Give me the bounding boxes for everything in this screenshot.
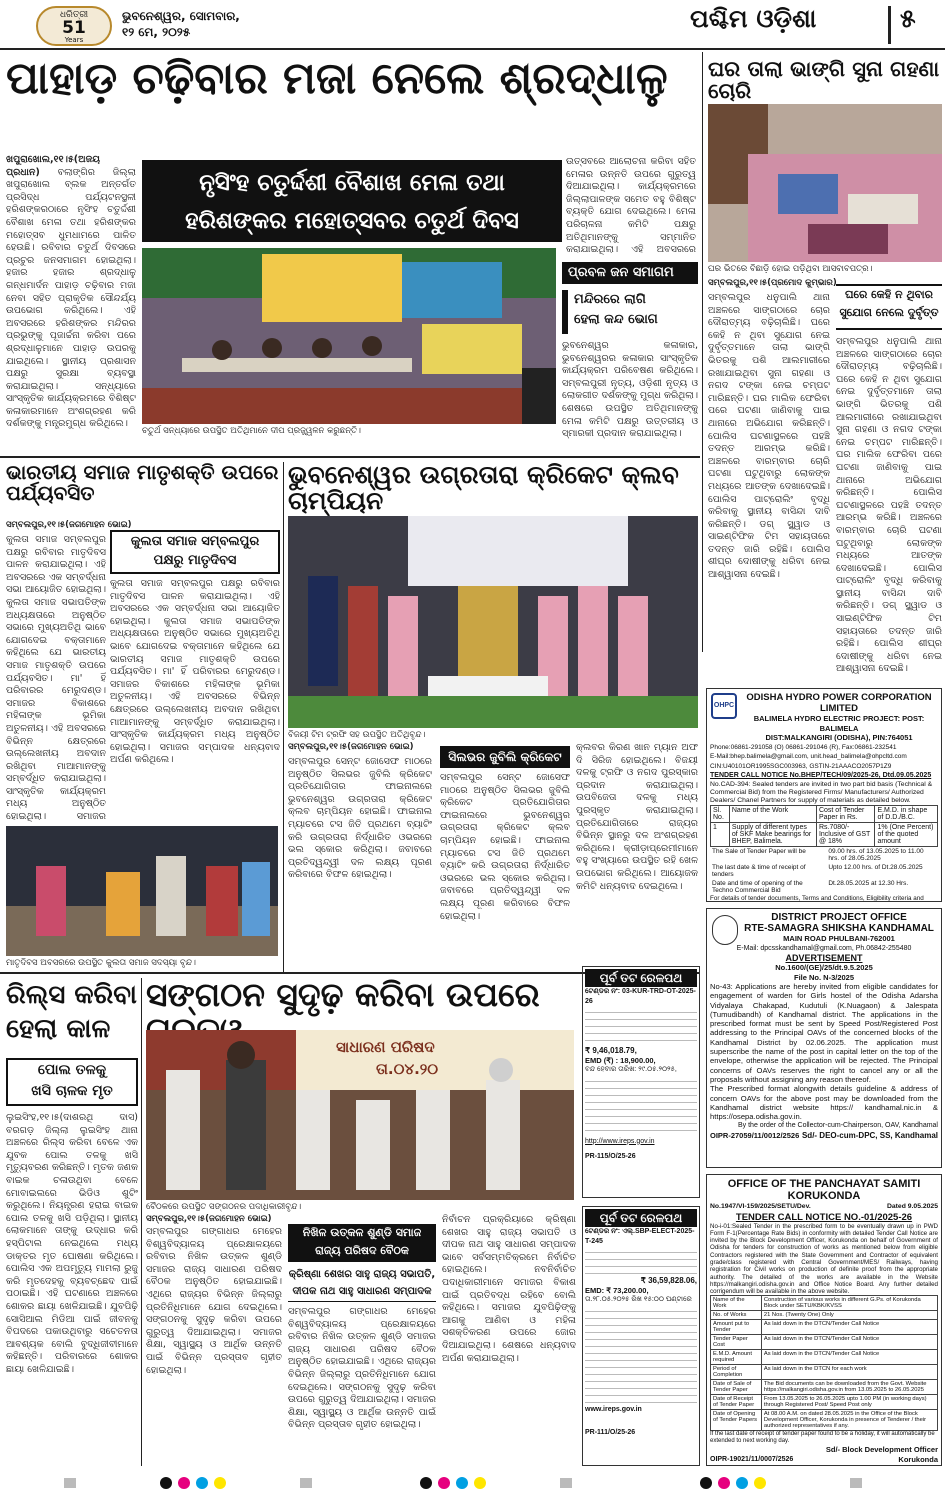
ohpc-email: E-Mail:bhep.balimela@gmail.com, unit.head_balimela@ohpcltd.com <box>710 753 907 760</box>
org-body-col2: ସମ୍ବଲପୁର ଗଙ୍ଗାଧର ମେହେର ବିଶ୍ୱବିଦ୍ୟାଳୟ ପ୍ରେକ୍ଷାଳୟରେ ରବିବାର ନିଖିଳ ଉତ୍କଳ ଶୁଣ୍ଡି ସମାଜର ରାଜ୍ୟ ସାଧାରଣ ପରିଷଦ ବୈଠକ ଅନୁଷ୍ଠିତ ହୋଇଯାଇଛି। ଏଥିରେ ରାଜ୍ୟର ବିଭିନ୍ନ ଜିଲ୍ଲାରୁ ପ୍ରତିନିଧିମାନେ ଯୋଗ ଦେଇଥିଲେ। ସଙ୍ଗଠନକୁ ସୁଦୃଢ଼ କରିବା ଉପରେ ଗୁରୁତ୍ୱ ଦିଆଯାଇଥିଲା। ସମାଜର ଶିକ୍ଷା, ସ୍ୱାସ୍ଥ୍ୟ ଓ ଆର୍ଥିକ ଉନ୍ନତି ପାଇଁ ବିଭିନ୍ନ ପ୍ରସ୍ତାବ ଗୃହୀତ ହୋଇଥିଲା। <box>288 1306 436 1431</box>
korukonda-title-1: OFFICE OF THE PANCHAYAT SAMITI <box>727 1178 921 1190</box>
k-value-4: As laid down in the DTCN/Tender Call Notice <box>761 1335 937 1350</box>
org-body-col1: ସମ୍ବଲପୁର ଗଙ୍ଗାଧର ମେହେର ବିଶ୍ୱବିଦ୍ୟାଳୟ ପ୍ରେକ୍ଷାଳୟରେ ରବିବାର ନିଖିଳ ଉତ୍କଳ ଶୁଣ୍ଡି ସମାଜର ରାଜ୍ୟ ସାଧାରଣ ପରିଷଦ ବୈଠକ ଅନୁଷ୍ଠିତ ହୋଇଯାଇଛି। ଏଥିରେ ରାଜ୍ୟର ବିଭିନ୍ନ ଜିଲ୍ଲାରୁ ପ୍ରତିନିଧିମାନେ ଯୋଗ ଦେଇଥିଲେ। ସଙ୍ଗଠନକୁ ସୁଦୃଢ଼ କରିବା ଉପରେ ଗୁରୁତ୍ୱ ଦିଆଯାଇଥିଲା। ସମାଜର ଶିକ୍ଷା, ସ୍ୱାସ୍ଥ୍ୟ ଓ ଆର୍ଥିକ ଉନ୍ନତି ପାଇଁ ବିଭିନ୍ନ ପ୍ରସ୍ତାବ ଗୃହୀତ ହୋଇଥିଲା। <box>146 1226 282 1376</box>
page-number: ୫ <box>900 4 916 33</box>
lead-tag-crowd-text: ପ୍ରବଳ ଜନ ସମାଗମ <box>568 265 674 280</box>
korukonda-title-2: KORUKONDA <box>787 1190 861 1202</box>
society-dateline: ସମ୍ବଲପୁର,୧୧।୫(ଜଗମୋହନ ଭୋଇ) <box>6 520 132 530</box>
kandhamal-ref-1: No.1600/(GE)/25/dt.9.5.2025 <box>775 963 873 972</box>
lead-dateline: ଖପୁରାଖୋଲ,୧୧।୫(ଅଜୟ ପ୍ରଧାନ) <box>6 154 101 178</box>
masthead-divider <box>888 6 891 44</box>
registration-mark-black-3 <box>700 1477 712 1489</box>
lead-tag-bhoga <box>562 290 698 334</box>
society-headline: ଭାରତୀୟ ସମାଜ ମାତୃଶକ୍ତି ଉପରେ ପର୍ଯ୍ୟବସିତ <box>6 460 279 505</box>
ohpc-cin: CIN:U40101OR1995SGC003963, GSTIN-21AAACO2057P1Z9 <box>710 762 892 770</box>
society-subhead <box>110 530 280 574</box>
column-rule <box>702 52 703 652</box>
kandhamal-ref: OIPR-27059/11/0012/2526 <box>710 1131 800 1141</box>
ohpc-table-row <box>711 822 938 846</box>
ecor1-emd: EMD (₹) : 18,900.00, <box>585 1055 656 1065</box>
kandhamal-address: MAIN ROAD PHULBANI-762001 <box>783 934 895 943</box>
cricket-photo-caption: ବିଜୟୀ ଟିମ ଟ୍ରଫି ସହ ଉପସ୍ଥିତ ଅତିଥିବୃନ୍ଦ। <box>288 730 426 740</box>
ecor-tender-ad-1 <box>582 966 700 1198</box>
k-label-6: Period of Completion <box>711 1365 762 1380</box>
lead-banner-line2: ହରିଶଙ୍କର ମହୋତ୍ସବର ଚତୁର୍ଥ ଦିବସ <box>185 208 519 234</box>
k-value-2: 21 Nos. (Twenty One) Only <box>761 1311 937 1320</box>
ohpc-subtitle: BALIMELA HYDRO ELECTRIC PROJECT: POST: BALIMELA <box>753 714 925 733</box>
org-subhead <box>288 1224 436 1262</box>
ecor2-ref: PR-111/O/25-26 <box>585 1429 636 1436</box>
ecor1-close: ବନ୍ଦ ହେବାର ତାରିଖ: ୨୯.୦୫.୨୦୨୫, <box>585 1066 677 1073</box>
korukonda-ref: OIPR-19021/11/0007/2526 <box>710 1456 794 1464</box>
k-label-7: Date of Sale of Tender Paper <box>711 1380 762 1395</box>
ohpc-label-3: Date and time of opening of the Techno Commercial Bid <box>712 879 803 894</box>
registration-mark-yellow-2 <box>474 1477 486 1489</box>
k-value-8: From 13.05.2025 to 26.05.2025 upto 1.00 PM (in working days) through Registered Post/ Speed Post only <box>761 1395 937 1410</box>
reels-subhead-line2: ଖସି ଚାଳକ ମୃତ <box>31 1083 113 1099</box>
gray-swatch <box>64 1478 76 1488</box>
org-photo-banner: ସାଧାରଣ ପରିଷଦ <box>336 1038 435 1056</box>
reels-body: ଲୁଇସିଂହ,୧୧।୫(ଦାଶରଥି ଦାସ) ବରଗଡ଼ ଜିଲ୍ଲା ଲୁଇସିଂହ ଥାନା ଅଞ୍ଚଳରେ ରିଲ୍ସ କରିବା ବେଳେ ଏକ ଯୁବକ ପୋଲ ତଳକୁ ଖସି ମୃତ୍ୟୁବରଣ କରିଛନ୍ତି। ମୃତକ ଜଣକ ବାଇକ ଚଳାଉଥିବା ବେଳେ ମୋବାଇଲରେ ଭିଡିଓ ଶୁଟିଂ କରୁଥିଲେ। ନିୟନ୍ତ୍ରଣ ହରାଇ ବାଇକ ପୋଲ ତଳକୁ ଖସି ପଡ଼ିଥିଲା। ସ୍ଥାନୀୟ ଲୋକମାନେ ତାଙ୍କୁ ଉଦ୍ଧାର କରି ହସ୍ପିଟାଲ ନେଇଥିଲେ ମଧ୍ୟ ଡାକ୍ତର ମୃତ ଘୋଷଣା କରିଥିଲେ। ପୋଲିସ ଏକ ଅପମୃତ୍ୟୁ ମାମଲା ରୁଜୁ କରି ମୃତଦେହକୁ ବ୍ୟବଚ୍ଛେଦ ପାଇଁ ପଠାଇଛି। ଏହି ଘଟଣାରେ ଅଞ୍ଚଳରେ ଶୋକର ଛାୟା ଖେଳିଯାଇଛି। ଯୁବପିଢ଼ି ସୋସିଆଲ ମିଡିଆ ପାଇଁ ଜୀବନକୁ ବିପଦରେ ପକାଉଥିବାରୁ ସଚେତନତା ଆବଶ୍ୟକ ବୋଲି ବୁଦ୍ଧିଜୀବୀମାନେ କହିଛନ୍ତି। ପରିବାରରେ ଶୋକର ଛାୟା ଖେଳିଯାଇଛି। <box>6 1112 138 1375</box>
korukonda-table <box>710 1295 938 1431</box>
k-label-2: No. of Works <box>711 1311 762 1320</box>
ecor1-website[interactable]: http://www.ireps.gov.in <box>585 1137 655 1145</box>
society-body-col2: କୁଲତା ସମାଜ ସମ୍ବଲପୁର ପକ୍ଷରୁ ରବିବାର ମାତୃଦିବସ ପାଳନ କରାଯାଇଥିଲା। ଏହି ଅବସରରେ ଏକ ସମ୍ବର୍ଦ୍ଧନା ସଭା ଆୟୋଜିତ ହୋଇଥିଲା। କୁଲତା ସମାଜ ସଭାପତିଙ୍କ ଅଧ୍ୟକ୍ଷତାରେ ଅନୁଷ୍ଠିତ ସଭାରେ ମୁଖ୍ୟଅତିଥି ଭାବେ ଯୋଗଦେଇ ବକ୍ତାମାନେ କହିଥିଲେ ଯେ ଭାରତୀୟ ସମାଜ ମାତୃଶକ୍ତି ଉପରେ ପର୍ଯ୍ୟବସିତ। ମା' ହିଁ ପରିବାରର ମେରୁଦଣ୍ଡ। ସମାଜର ବିକାଶରେ ମହିଳାଙ୍କ ଭୂମିକା ଅତୁଳନୀୟ। ଏହି ଅବସରରେ ବିଭିନ୍ନ କ୍ଷେତ୍ରରେ ଉଲ୍ଲେଖନୀୟ ଅବଦାନ ରଖିଥିବା ମାଆମାନଙ୍କୁ ସମ୍ବର୍ଦ୍ଧିତ କରାଯାଇଥିଲା। ସାଂସ୍କୃତିକ କାର୍ଯ୍ୟକ୍ରମ ମଧ୍ୟ ଅନୁଷ୍ଠିତ ହୋଇଥିଲା। ସମାଜର ସମ୍ପାଦକ ଧନ୍ୟବାଦ ଅର୍ପଣ କରିଥିଲେ। <box>110 578 280 766</box>
ecor2-tender-no: ଟେଣ୍ଡର ନଂ: ଏଲ୍.SBP-ELECT-2025-T-245 <box>585 1228 695 1245</box>
gray-swatch-4 <box>850 1478 862 1488</box>
registration-mark-yellow <box>214 1477 226 1489</box>
story-rule <box>0 456 700 458</box>
theft-subhead <box>836 284 942 330</box>
ohpc-logo-icon: OHPC <box>711 693 737 719</box>
ecor2-header: ପୂର୍ବ ତଟ ରେଳପଥ <box>585 1209 697 1227</box>
column-rule-2 <box>283 462 284 972</box>
gray-swatch-2 <box>300 1478 312 1488</box>
org-subhead-line1: ନିଖିଳ ଉତ୍କଳ ଶୁଣ୍ଡି ସମାଜ <box>302 1226 422 1239</box>
lead-banner-line1: ନୃସିଂହ ଚତୁର୍ଦ୍ଦଶୀ ବୈଶାଖ ମେଳା ତଥା <box>199 170 505 196</box>
theft-photo <box>708 104 942 262</box>
theft-photo-caption: ଘର ଭିତରେ ବିଛାଡ଼ି ହୋଇ ପଡ଼ିଥିବା ଆସବାବପତ୍ର। <box>708 264 873 274</box>
k-value-1: Construction of various works in different G.Ps. of Korukonda Block under SETU/KBK/KVSS <box>761 1296 937 1311</box>
kandhamal-signature: Sd/- DEO-cum-DPC, SS, Kandhamal <box>801 1130 938 1140</box>
ecor1-amount: ₹ 9,46,018.79, <box>585 1046 637 1055</box>
kandhamal-advertisement <box>706 908 942 1168</box>
ohpc-dates-table <box>710 847 938 895</box>
org-subhead-line2: ରାଜ୍ୟ ପରିଷଦ ବୈଠକ <box>315 1244 409 1257</box>
registration-mark-black <box>160 1477 172 1489</box>
society-body-col1: କୁଲତା ସମାଜ ସମ୍ବଲପୁର ପକ୍ଷରୁ ରବିବାର ମାତୃଦିବସ ପାଳନ କରାଯାଇଥିଲା। ଏହି ଅବସରରେ ଏକ ସମ୍ବର୍ଦ୍ଧନା ସଭା ଆୟୋଜିତ ହୋଇଥିଲା। କୁଲତା ସମାଜ ସଭାପତିଙ୍କ ଅଧ୍ୟକ୍ଷତାରେ ଅନୁଷ୍ଠିତ ସଭାରେ ମୁଖ୍ୟଅତିଥି ଭାବେ ଯୋଗଦେଇ ବକ୍ତାମାନେ କହିଥିଲେ ଯେ ଭାରତୀୟ ସମାଜ ମାତୃଶକ୍ତି ଉପରେ ପର୍ଯ୍ୟବସିତ। ମା' ହିଁ ପରିବାରର ମେରୁଦଣ୍ଡ। ସମାଜର ବିକାଶରେ ମହିଳାଙ୍କ ଭୂମିକା ଅତୁଳନୀୟ। ଏହି ଅବସରରେ ବିଭିନ୍ନ କ୍ଷେତ୍ରରେ ଉଲ୍ଲେଖନୀୟ ଅବଦାନ ରଖିଥିବା ମାଆମାନଙ୍କୁ ସମ୍ବର୍ଦ୍ଧିତ କରାଯାଇଥିଲା। ସାଂସ୍କୃତିକ କାର୍ଯ୍ୟକ୍ରମ ମଧ୍ୟ ଅନୁଷ୍ଠିତ ହୋଇଥିଲା। ସମାଜର <box>6 534 106 822</box>
theft-body-col1: ସମ୍ବଲପୁର ଧନୁପାଲି ଥାନା ଅଞ୍ଚଳରେ ସାଙ୍ଗଠାରେ ଚୋର ଦୌରାତ୍ମ୍ୟ ବଢ଼ିଚାଲିଛି। ଘରେ କେହି ନ ଥିବା ସୁଯୋଗ ନେଇ ଦୁର୍ବୃତ୍ତମାନେ ତାଲା ଭାଙ୍ଗି ଭିତରକୁ ପଶି ଆଲମାରୀରେ ରଖାଯାଇଥିବା ସୁନା ଗହଣା ଓ ନଗଦ ଟଙ୍କା ନେଇ ଚମ୍ପଟ ମାରିଛନ୍ତି। ଘର ମାଲିକ ଫେରିବା ପରେ ଘଟଣା ଜାଣିବାକୁ ପାଇ ଥାନାରେ ଅଭିଯୋଗ କରିଛନ୍ତି। ପୋଲିସ ଘଟଣାସ୍ଥଳରେ ପହଞ୍ଚି ତଦନ୍ତ ଆରମ୍ଭ କରିଛି। ଅଞ୍ଚଳରେ ବାରମ୍ବାର ଚୋରି ଘଟଣା ଘଟୁଥିବାରୁ ଲୋକଙ୍କ ମଧ୍ୟରେ ଆତଙ୍କ ଦେଖାଦେଇଛି। ପୋଲିସ ପାଟ୍ରୋଲିଂ ବୃଦ୍ଧି କରିବାକୁ ସ୍ଥାନୀୟ ବାସିନ୍ଦା ଦାବି କରିଛନ୍ତି। ଡଗ୍ ସ୍କ୍ୱାଡ ଓ ସାଇଣ୍ଟିଫିକ ଟିମ ସହାୟତାରେ ତଦନ୍ତ ଜାରି ରହିଛି। ପୋଲିସ ଶୀଘ୍ର ଦୋଷୀଙ୍କୁ ଧରିବା ନେଇ ଆଶ୍ୱାସନା ଦେଇଛି। <box>708 292 830 581</box>
society-photo-caption: ମାତୃଦିବସ ଅବସରରେ ଉପସ୍ଥିତ କୁଲତା ସମାଜ ସଦସ୍ୟା ବୃନ୍ଦ। <box>6 958 196 968</box>
ecor2-fine-print-2 <box>585 1305 697 1405</box>
k-label-3: Amount put to Tender <box>711 1320 762 1335</box>
society-subhead-line2: ପକ୍ଷରୁ ମାତୃଦିବସ <box>153 553 237 568</box>
kandhamal-title-1: DISTRICT PROJECT OFFICE <box>771 912 907 923</box>
theft-dateline: ସମ୍ବଲପୁର,୧୧।୫(ପ୍ରମୋଦ କୁମ୍ଭାର) <box>708 278 837 288</box>
ohpc-row-sl: 1 <box>711 822 730 846</box>
lead-tag-bhoga-line2: ହେଲା କନ୍ଦ ଭୋଗ <box>574 312 658 327</box>
cricket-headline: ଭୁବନେଶ୍ୱର ଉଗ୍ରତାରା କ୍ରିକେଟ କ୍ଲବ ଚାମ୍ପିୟନ <box>288 460 679 516</box>
ecor1-fine-print-2 <box>585 1075 697 1137</box>
korukonda-body: No-i-01:Sealed Tender in the prescribed form to be eventually drawn up in PWD Form F-1(Percentage Rate Bids) in conformity with detailed Tender Call Notice are invited by the Block Development Officer, Korukonda on behalf of Government of Odisha for tenders for construction of works as mentioned below from eligible Contractors registered with the State Government and Contractor of equivalent grade/class registered with Central Government/MES/ Railways, having registration for Civil works on production of definite proof from the appropriate authority. The detailed of the works are available in the Website https://malkangiri.odisha.gov.in and Office Notice Board. Any further detailed corrigendum will be available in the above website. <box>710 1222 938 1296</box>
society-subhead-line1: କୁଲତା ସମାଜ ସମ୍ବଲପୁର <box>130 534 260 549</box>
ecor2-emd: EMD: ₹ 73,200.00, <box>585 1285 649 1295</box>
logo-top-text: ଧରିତ୍ରୀ <box>59 10 89 20</box>
lead-photo <box>142 248 556 424</box>
cricket-body-left: ସମ୍ବଲପୁର ସେନ୍ଟ ଜୋସେଫ ମାଠରେ ଅନୁଷ୍ଠିତ ସିଲଭର ଜୁବିଲି କ୍ରିକେଟ ପ୍ରତିଯୋଗିତାର ଫାଇନାଲରେ ଭୁବନେଶ୍ୱର ଉଗ୍ରତାରା କ୍ରିକେଟ କ୍ଲବ ଚାମ୍ପିୟନ ହୋଇଛି। ଫାଇନାଲ ମ୍ୟାଚରେ ଟସ ଜିତି ପ୍ରଥମେ ବ୍ୟାଟିଂ କରି ଉଗ୍ରତାରା ନିର୍ଦ୍ଧାରିତ ଓଭରରେ ଭଲ ସ୍କୋର କରିଥିଲା। ଜବାବରେ ପ୍ରତିଦ୍ୱନ୍ଦ୍ୱୀ ଦଳ ଲକ୍ଷ୍ୟ ପୂରଣ କରିବାରେ ବିଫଳ ହୋଇଥିଲା। <box>288 756 432 881</box>
k-label-9: Date of Opening of Tender Papers <box>711 1410 762 1431</box>
ohpc-contact: Phone:06861-291058 (O) 06861-291046 (R), Fax:06861-232541 <box>710 743 897 751</box>
ecor2-close: ତା.୨୮.୦୫.୨୦୨୫ ରିଖ ୧୫:୦୦ ଘଣ୍ଟାରେ <box>585 1296 692 1303</box>
org-photo <box>146 1030 574 1200</box>
kandhamal-email: E-Mail: dpcsskandhamal@gmail.com, Ph.06842-255480 <box>736 944 912 952</box>
korukonda-ref-left: No.1947/VI-159/2025/SETU/Dev. <box>710 1203 811 1210</box>
reels-headline <box>6 978 142 1046</box>
lead-photo-graphic <box>142 248 556 424</box>
cricket-body-right: କ୍ଲବର କିରଣ ଖାନ ମ୍ୟାନ ଅଫ ଦି ସିରିଜ ହୋଇଥିଲେ। ବିଜୟୀ ଦଳକୁ ଟ୍ରଫି ଓ ନଗଦ ପୁରସ୍କାର ପ୍ରଦାନ କରାଯାଇଥିଲା। ଉପବିଜେତା ଦଳକୁ ମଧ୍ୟ ପୁରସ୍କୃତ କରାଯାଇଥିଲା। ପ୍ରତିଯୋଗିତାରେ ରାଜ୍ୟର ବିଭିନ୍ନ ସ୍ଥାନରୁ ଦଳ ଅଂଶଗ୍ରହଣ କରିଥିଲେ। କ୍ରୀଡ଼ାପ୍ରେମୀମାନେ ବହୁ ସଂଖ୍ୟାରେ ଉପସ୍ଥିତ ରହି ଖେଳ ଉପଭୋଗ କରିଥିଲେ। ଆୟୋଜକ କମିଟି ଧନ୍ୟବାଦ ଦେଇଥିଲେ। <box>576 742 698 892</box>
k-value-7: The Bid documents can be downloaded from the Govt. Website https://malkangiri.odisha.gov.in from 13.05.2025 to 26.05.2025 <box>761 1380 937 1395</box>
lead-tag-crowd <box>562 262 698 284</box>
ecor2-website[interactable]: www.ireps.gov.in <box>585 1405 642 1413</box>
theft-body-col2: ସମ୍ବଲପୁର ଧନୁପାଲି ଥାନା ଅଞ୍ଚଳରେ ସାଙ୍ଗଠାରେ ଚୋର ଦୌରାତ୍ମ୍ୟ ବଢ଼ିଚାଲିଛି। ଘରେ କେହି ନ ଥିବା ସୁଯୋଗ ନେଇ ଦୁର୍ବୃତ୍ତମାନେ ତାଲା ଭାଙ୍ଗି ଭିତରକୁ ପଶି ଆଲମାରୀରେ ରଖାଯାଇଥିବା ସୁନା ଗହଣା ଓ ନଗଦ ଟଙ୍କା ନେଇ ଚମ୍ପଟ ମାରିଛନ୍ତି। ଘର ମାଲିକ ଫେରିବା ପରେ ଘଟଣା ଜାଣିବାକୁ ପାଇ ଥାନାରେ ଅଭିଯୋଗ କରିଛନ୍ତି। ପୋଲିସ ଘଟଣାସ୍ଥଳରେ ପହଞ୍ଚି ତଦନ୍ତ ଆରମ୍ଭ କରିଛି। ଅଞ୍ଚଳରେ ବାରମ୍ବାର ଚୋରି ଘଟଣା ଘଟୁଥିବାରୁ ଲୋକଙ୍କ ମଧ୍ୟରେ ଆତଙ୍କ ଦେଖାଦେଇଛି। ପୋଲିସ ପାଟ୍ରୋଲିଂ ବୃଦ୍ଧି କରିବାକୁ ସ୍ଥାନୀୟ ବାସିନ୍ଦା ଦାବି କରିଛନ୍ତି। ଡଗ୍ ସ୍କ୍ୱାଡ ଓ ସାଇଣ୍ଟିଫିକ ଟିମ ସହାୟତାରେ ତଦନ୍ତ ଜାରି ରହିଛି। ପୋଲିସ ଶୀଘ୍ର ଦୋଷୀଙ୍କୁ ଧରିବା ନେଇ ଆଶ୍ୱାସନା ଦେଇଛି। <box>836 336 942 675</box>
korukonda-tender-ad <box>706 1174 942 1466</box>
k-value-5: As laid down in the DTCN/Tender Call Notice <box>761 1350 937 1365</box>
ohpc-label-2: The last date & time of receipt of tenders <box>712 863 806 878</box>
section-title: ପଶ୍ଚିମ ଓଡ଼ିଶା <box>690 4 817 33</box>
ohpc-row-emd: 1% (One Percent) of the quoted amount <box>875 822 938 846</box>
k-label-8: Date of Receipt of Tender Paper <box>711 1395 762 1410</box>
gray-swatch-3 <box>560 1478 572 1488</box>
theft-headline: ଘର ତାଲା ଭାଙ୍ଗି ସୁନା ଗହଣା ଚୋରି <box>708 57 940 104</box>
kandhamal-heading: ADVERTISEMENT <box>785 953 863 963</box>
korukonda-signature: Sd/- Block Development Officer <box>825 1445 938 1455</box>
ohpc-col-sl: Sl. No. <box>711 805 730 822</box>
kandhamal-order: By the order of the Collector-cum-Chairperson, OAV, Kandhamal <box>738 1122 938 1130</box>
ecor1-tender-no: ଟେଣ୍ଡର ନଂ: 03-KUR-TRD-OT-2025-26 <box>585 988 696 1005</box>
society-photo <box>6 826 278 956</box>
org-body-col3: ନିର୍ବାଚନ ପ୍ରକ୍ରିୟାରେ କ୍ରିଷ୍ଣା ଶେଖର ସାହୁ ରାଜ୍ୟ ସଭାପତି ଓ ଦୀପକ ନାଥ ସାହୁ ସାଧାରଣ ସମ୍ପାଦକ ଭାବେ ସର୍ବସମ୍ମତିକ୍ରମେ ନିର୍ବାଚିତ ହୋଇଥିଲେ। ନବନିର୍ବାଚିତ ପଦାଧିକାରୀମାନେ ସମାଜର ବିକାଶ ପାଇଁ ପ୍ରତିବଦ୍ଧ ରହିବେ ବୋଲି କହିଥିଲେ। ସମାଜର ଯୁବପିଢ଼ିଙ୍କୁ ଆଗକୁ ଆଣିବା ଓ ମହିଳା ସଶକ୍ତିକରଣ ଉପରେ ଜୋର ଦିଆଯାଇଥିଲା। ଶେଷରେ ଧନ୍ୟବାଦ ଅର୍ପଣ କରାଯାଇଥିଲା। <box>442 1214 576 1364</box>
korukonda-footnote: If the last date of receipt of tender paper found to be a holiday, it will automatically be extended to next working day. <box>710 1431 935 1445</box>
ohpc-notice: TENDER CALL NOTICE No.BHEP/TECH/09/2025-26, Dtd.09.05.2025 <box>710 772 932 779</box>
theft-photo-graphic <box>708 104 942 262</box>
print-marks-bar <box>0 1470 945 1497</box>
kandhamal-ref-2: File No. N-3/2025 <box>793 972 855 982</box>
ohpc-row-work: Supply of different types of SKF Make bearings for BHEP, Balimela. <box>729 822 816 846</box>
ohpc-title: ODISHA HYDRO POWER CORPORATION LIMITED <box>746 692 932 714</box>
registration-mark-cyan <box>196 1477 208 1489</box>
lead-tag-bhoga-line1: ମନ୍ଦିରରେ ଲାଗି <box>574 292 646 307</box>
org-photo-caption: ବୈଠକରେ ଉପସ୍ଥିତ ସଙ୍ଗଠନର ପଦାଧିକାରୀବୃନ୍ଦ। <box>146 1202 302 1212</box>
registration-mark-magenta-2 <box>438 1477 450 1489</box>
ohpc-col-emd: E.M.D. in shape of D.D./B.C. <box>875 805 938 822</box>
registration-mark-yellow-3 <box>754 1477 766 1489</box>
dateline-date: ୧୨ ମେ, ୨୦୨୫ <box>122 25 191 39</box>
reels-headline-line2: ହେଲା କାଳ <box>6 1014 111 1044</box>
ohpc-value-3: Dt.28.05.2025 at 12.30 Hrs. <box>828 879 909 887</box>
lead-body-mid: ଭୁବନେଶ୍ୱର କଳାକାର, ଭୁବନେଶ୍ୱରର କଳାକାର ସାଂସ୍କୃତିକ କାର୍ଯ୍ୟକ୍ରମ ପରିବେଷଣ କରିଥିଲେ। ସମ୍ବଲପୁରୀ ନୃତ୍ୟ, ଓଡ଼ିଶୀ ନୃତ୍ୟ ଓ ଲୋକଗୀତ ଦର୍ଶକଙ୍କୁ ମୁଗ୍ଧ କରିଥିଲା। ଶେଷରେ ଉପସ୍ଥିତ ଅତିଥିମାନଙ୍କୁ ମେଳା କମିଟି ପକ୍ଷରୁ ଉତ୍ତରୀୟ ଓ ସ୍ମାରକୀ ପ୍ରଦାନ କରାଯାଇଥିଲା। <box>562 340 698 440</box>
ohpc-row-cost: Rs.7080/- Inclusive of GST @ 18% <box>816 822 874 846</box>
registration-mark-magenta-3 <box>718 1477 730 1489</box>
ecor1-fine-print <box>585 1006 697 1046</box>
k-value-3: As laid down in the DTCN/Tender Call Notice <box>761 1320 937 1335</box>
ecor2-amount: ₹ 36,59,828.06, <box>640 1276 697 1285</box>
ohpc-label-1: The Sale of Tender Paper will be <box>712 847 806 855</box>
korukonda-notice: TENDER CALL NOTICE NO.-01/2025-26 <box>735 1211 913 1223</box>
registration-mark-cyan-3 <box>736 1477 748 1489</box>
k-value-9: At 08.00 A.M. on dated 28.05.2025 in the Office of the Block Development Officer, Korukonda in presence of Tenderer / their authorized representatives if any. <box>761 1410 937 1431</box>
korukonda-ref-right: Dated 9.05.2025 <box>886 1203 938 1210</box>
ohpc-col-cost: Cost of Tender Paper in Rs. <box>816 805 874 822</box>
cricket-photo-graphic <box>288 516 698 728</box>
cricket-dateline: ସମ୍ବଲପୁର,୧୧।୫(ଜଗମୋହନ ଭୋଇ) <box>288 742 414 752</box>
lead-body-right: ଉତ୍ସବରେ ଆଲୋଚନା କରିବା ସହିତ ମେଳାର ଉନ୍ନତି ଉପରେ ଗୁରୁତ୍ୱ ଦିଆଯାଇଥିଲା। କାର୍ଯ୍ୟକ୍ରମରେ ଜିଲ୍ଲାପାଳଙ୍କ ସମେତ ବହୁ ବିଶିଷ୍ଟ ବ୍ୟକ୍ତି ଯୋଗ ଦେଇଥିଲେ। ମେଳା ପରିଚାଳନା କମିଟି ପକ୍ଷରୁ ଅତିଥିମାନଙ୍କୁ ସମ୍ମାନିତ କରାଯାଇଥିଲା। ଏହି ଅବସରରେ <box>566 156 696 256</box>
ohpc-intro: No.CAD-394: Sealed tenders are invited in two part bid basis (Technical & Commercial Bid) from the Registered Firms/ Manufacturers/ Authorized Dealers/ Chanel Partners for supply of materials as detailed below. <box>710 780 933 804</box>
kandhamal-body: No-43: Applications are hereby invited from eligible candidates for engagement of warden for Girls hostel of the Odisha Adarsha Vidyalaya Chakapad, Kudutuli (K.Nuagaon) & Jalespata (Tumudibandh) of Kandhamal district. The applications in the prescribed format must be sent by Speed Post/Registered Post addressing to the Principal OAVs of the concerned blocks of the Kandhamal District by 02.06.2025. The application must superscribe the name of the post in capital letter on the top of the envelope, otherwise the application will be rejected. The Principal concerns of OAVs reserves the right to cancel any or all the proposals without assigning any reason thereof. <box>710 982 938 1084</box>
ohpc-value-1: 09.00 hrs. of 13.05.2025 to 11.00 hrs. of 28.05.2025 <box>828 847 924 862</box>
reels-headline-line1: ରିଲ୍ସ କରିବା <box>6 980 137 1010</box>
ecor1-ref: PR-115/O/25-26 <box>585 1153 636 1160</box>
cricket-photo <box>288 516 698 728</box>
logo-number: 51 <box>62 18 86 38</box>
society-photo-graphic <box>6 826 278 956</box>
dateline <box>122 8 240 40</box>
org-photo-date: ତା.୦୪.୨୦ <box>376 1060 439 1078</box>
logo-bottom-text: Years <box>64 36 84 44</box>
ohpc-address: DIST:MALKANGIRI (ODISHA), PIN:764051 <box>765 733 913 742</box>
org-subhead-line4: ଦୀପକ ନାଥ ସାହୁ ସାଧାରଣ ସମ୍ପାଦକ <box>292 1286 432 1297</box>
k-label-1: Name of the Work <box>711 1296 762 1311</box>
newspaper-logo <box>36 6 112 46</box>
theft-subhead-line2: ସୁଯୋଗ ନେଲେ ଦୁର୍ବୃତ୍ତ <box>839 306 939 319</box>
lead-photo-caption: ଚତୁର୍ଥ ସନ୍ଧ୍ୟାରେ ଉପସ୍ଥିତ ଅତିଥିମାନେ ଦୀପ ପ୍ରଜ୍ଜ୍ୱଳନ କରୁଛନ୍ତି। <box>142 426 361 436</box>
ohpc-table <box>710 805 938 847</box>
emblem-icon <box>712 915 738 945</box>
lead-banner <box>142 160 562 242</box>
theft-subhead-line1: ଘରେ କେହି ନ ଥିବାର <box>844 288 934 301</box>
cricket-body-mid: ସମ୍ବଲପୁର ସେନ୍ଟ ଜୋସେଫ ମାଠରେ ଅନୁଷ୍ଠିତ ସିଲଭର ଜୁବିଲି କ୍ରିକେଟ ପ୍ରତିଯୋଗିତାର ଫାଇନାଲରେ ଭୁବନେଶ୍ୱର ଉଗ୍ରତାରା କ୍ରିକେଟ କ୍ଲବ ଚାମ୍ପିୟନ ହୋଇଛି। ଫାଇନାଲ ମ୍ୟାଚରେ ଟସ ଜିତି ପ୍ରଥମେ ବ୍ୟାଟିଂ କରି ଉଗ୍ରତାରା ନିର୍ଦ୍ଧାରିତ ଓଭରରେ ଭଲ ସ୍କୋର କରିଥିଲା। ଜବାବରେ ପ୍ରତିଦ୍ୱନ୍ଦ୍ୱୀ ଦଳ ଲକ୍ଷ୍ୟ ପୂରଣ କରିବାରେ ବିଫଳ ହୋଇଥିଲା। <box>440 772 570 922</box>
ecor-tender-ad-2 <box>582 1206 700 1466</box>
cricket-subhead: ସିଲଭର ଜୁବିଲି କ୍ରିକେଟ <box>440 746 570 768</box>
korukonda-signature-2: Korukonda <box>898 1454 938 1464</box>
ohpc-col-work: Name of the Work <box>729 805 816 822</box>
ohpc-footer-note: For details of tender documents, Terms and Conditions, Eligibility criteria and <box>710 894 924 902</box>
column-rule-3 <box>141 978 142 1466</box>
org-subhead-names <box>288 1266 436 1302</box>
org-dateline: ସମ୍ବଲପୁର,୧୧।୫(ଜଗମୋହନ ଭୋଇ) <box>146 1214 272 1224</box>
lead-body-text: ବଲାଙ୍ଗିର ଜିଲ୍ଲା ଖପୁରାଖୋଲ ବ୍ଲକ ଅନ୍ତର୍ଗତ ପ୍ରସିଦ୍ଧ ପର୍ଯ୍ୟଟନସ୍ଥଳୀ ହରିଶଙ୍କରଠାରେ ନୃସିଂହ ଚତୁର୍ଦ୍ଦଶୀ ବୈଶାଖ ମେଳା ତଥା ହରିଶଙ୍କର ମହୋତ୍ସବ ଧୁମଧାମରେ ପାଳିତ ହେଉଛି। ରବିବାର ଚତୁର୍ଥ ଦିବସରେ ପ୍ରଚୁର ଜନସମାଗମ ହୋଇଥିଲା। ହଜାର ହଜାର ଶ୍ରଦ୍ଧାଳୁ ଗନ୍ଧମାର୍ଦନ ପାହାଡ଼ ଚଢ଼ିବାର ମଜା ନେବା ସହିତ ପ୍ରାକୃତିକ ସୌନ୍ଦର୍ଯ୍ୟ ଉପଭୋଗ କରିଥିଲେ। ଏହି ଅବସରରେ ହରିଶଙ୍କର ମନ୍ଦିରର ପ୍ରଭୁଙ୍କୁ ପୂଜାର୍ଚ୍ଚନା କରିବା ପରେ ଶ୍ରଦ୍ଧାଳୁମାନେ ପାହାଡ଼ ଉପରକୁ ଯାଇଥିଲେ। ସ୍ଥାନୀୟ ପ୍ରଶାସନ ପକ୍ଷରୁ ସୁରକ୍ଷା ବ୍ୟବସ୍ଥା କରାଯାଇଥିଲା। ସନ୍ଧ୍ୟାରେ ସାଂସ୍କୃତିକ କାର୍ଯ୍ୟକ୍ରମରେ ବିଶିଷ୍ଟ କଳାକାରମାନେ ଅଂଶଗ୍ରହଣ କରି ଦର୍ଶକଙ୍କୁ ମନ୍ତ୍ରମୁଗ୍ଧ କରିଥିଲେ। <box>6 166 136 430</box>
dateline-day: ଭୁବନେଶ୍ୱର, ସୋମବାର, <box>122 9 240 23</box>
reels-subhead-line1: ପୋଲ ତଳକୁ <box>37 1062 107 1078</box>
kandhamal-body-2: The Prescribed format alongwith details guideline & address of concern OAVs for the above post may be downloaded from the Kandhamal district website https:// kandhamal.nic.in & https://osepa.odisha.gov.in. <box>710 1084 938 1122</box>
reels-subhead <box>6 1058 138 1106</box>
lead-headline: ପାହାଡ଼ ଚଢ଼ିବାର ମଜା ନେଲେ ଶ୍ରଦ୍ଧାଳୁ <box>6 53 668 104</box>
ohpc-tender-ad <box>706 688 942 902</box>
ecor1-header: ପୂର୍ବ ତଟ ରେଳପଥ <box>585 969 697 987</box>
org-headline: ସଙ୍ଗଠନ ସୁଦୃଢ଼ କରିବା ଉପରେ <box>146 975 540 1014</box>
k-label-4: Tender Paper Cost <box>711 1335 762 1350</box>
ohpc-value-2: Upto 12.00 hrs. of Dt.28.05.2025 <box>828 863 923 871</box>
kandhamal-title-2: RTE-SAMAGRA SHIKSHA KANDHAMAL <box>744 923 934 934</box>
ecor2-fine-print <box>585 1246 697 1276</box>
masthead-rule <box>0 48 945 50</box>
registration-mark-cyan-2 <box>456 1477 468 1489</box>
ohpc-table-header <box>711 805 938 822</box>
org-subhead-line3: କ୍ରିଷ୍ଣା ଶେଖର ସାହୁ ରାଜ୍ୟ ସଭାପତି, <box>288 1269 436 1280</box>
registration-mark-magenta <box>178 1477 190 1489</box>
korukonda-ref-row <box>710 1202 938 1212</box>
k-value-6: As laid down in the DTCN for each work <box>761 1365 937 1380</box>
k-label-5: E.M.D. Amount required <box>711 1350 762 1365</box>
registration-mark-black-2 <box>420 1477 432 1489</box>
